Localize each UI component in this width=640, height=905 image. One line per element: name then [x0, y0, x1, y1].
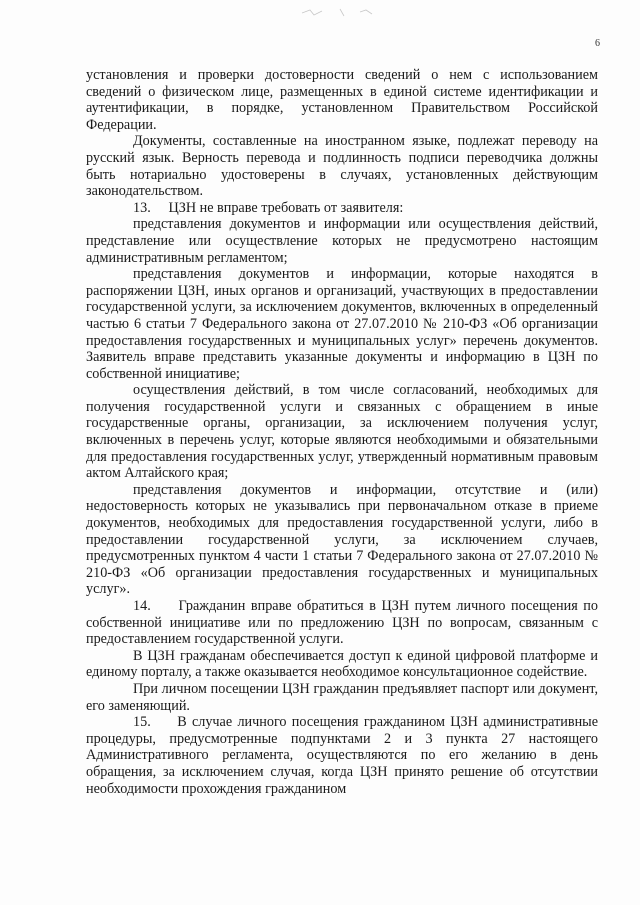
clause-13-item-4: представления документов и информации, отсутствие и (или) недостоверность которых не указывались при первоначальном отказе в приеме документов, необходимых для предоставления государственной услуги, либо в предоставлении государственной услуги, за исключением случаев, предусмотренных пунктом 4 части 1 статьи 7 Федерального закона от 27.07.2010 № 210-ФЗ «Об организации предоставления государственных и муниципальных услуг».	[86, 481, 598, 598]
clause-14-passport: При личном посещении ЦЗН гражданин предъявляет паспорт или документ, его заменяющий.	[86, 680, 598, 714]
clause-13-item-1: представления документов и информации или осуществления действий, представление или осуществление которых не предусмотрено настоящим административным регламентом;	[86, 216, 598, 266]
scan-artifact-mark	[300, 6, 380, 20]
clause-13-item-2: представления документов и информации, которые находятся в распоряжении ЦЗН, иных органов и организаций, участвующих в предоставлении государственной услуги, за исключением документов, включенных в определенный частью 6 статьи 7 Федерального закона от 27.07.2010 № 210-ФЗ «Об организации предоставления государственных и муниципальных услуг» перечень документов. Заявитель вправе представить указанные документы и информацию в ЦЗН по собственной инициативе;	[86, 266, 598, 382]
document-body	[86, 67, 598, 797]
clause-14: 14. Гражданин вправе обратиться в ЦЗН путем личного посещения по собственной инициативе или по предложению ЦЗН по вопросам, связанным с предоставлением государственной услуги.	[86, 598, 598, 648]
clause-14-access: В ЦЗН гражданам обеспечивается доступ к единой цифровой платформе и единому порталу, а также оказывается необходимое консультационное содействие.	[86, 647, 598, 681]
paragraph-continuation: установления и проверки достоверности сведений о нем с использованием сведений о физическом лице, размещенных в единой системе идентификации и аутентификации, в порядке, установленном Правительством Российской Федерации.	[86, 67, 598, 133]
page-number: 6	[595, 38, 600, 49]
clause-13-item-3: осуществления действий, в том числе согласований, необходимых для получения государственной услуги и связанных с обращением в иные государственные органы, организации, за исключением получения услуг, включенных в перечень услуг, которые являются необходимыми и обязательными для предоставления государственных услуг, утвержденный нормативным правовым актом Алтайского края;	[86, 382, 598, 482]
paragraph-foreign-documents: Документы, составленные на иностранном языке, подлежат переводу на русский язык. Верность перевода и подлинность подписи переводчика должны быть нотариально удостоверены в случаях, установленных действующим законодательством.	[86, 133, 598, 200]
clause-13-heading: 13. ЦЗН не вправе требовать от заявителя:	[133, 199, 404, 216]
clause-15: 15. В случае личного посещения гражданином ЦЗН административные процедуры, предусмотренные подпунктами 2 и 3 пункта 27 настоящего Административного регламента, осуществляются по его желанию в день обращения, за исключением случая, когда ЦЗН принято решение об отсутствии необходимости прохождения гражданином	[86, 714, 598, 797]
